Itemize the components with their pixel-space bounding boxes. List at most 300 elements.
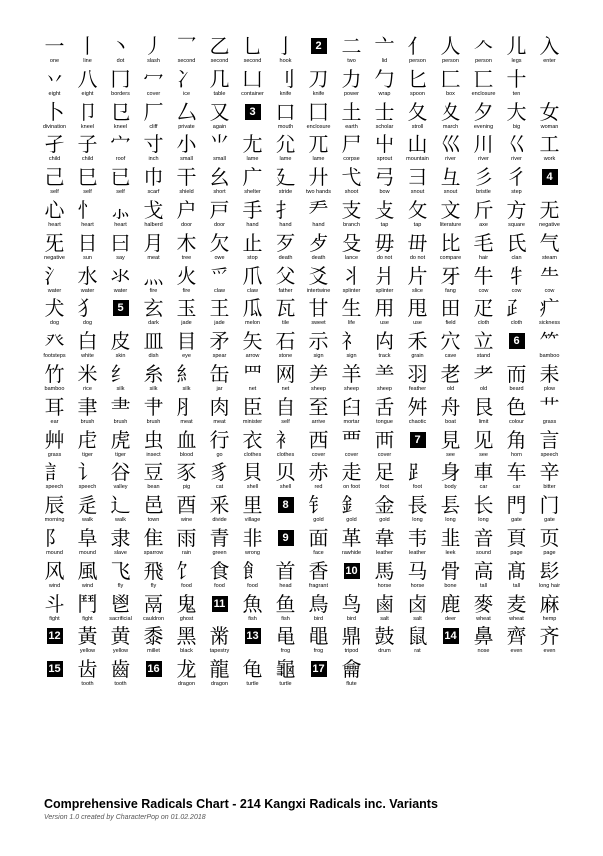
radical-meaning: long xyxy=(412,517,423,524)
radical-meaning: sound xyxy=(476,549,491,556)
radical-meaning: car xyxy=(479,484,488,491)
radical-glyph: 面 xyxy=(308,525,329,550)
radical-glyph: 斤 xyxy=(473,197,494,222)
radical-glyph: 言 xyxy=(539,427,560,452)
radical-glyph: 衣 xyxy=(242,427,263,452)
radical-cell xyxy=(335,362,368,395)
radical-glyph: 士 xyxy=(374,99,395,124)
radical-cell xyxy=(137,231,170,264)
radical-cell xyxy=(203,460,236,493)
radical-meaning: meat xyxy=(180,418,193,425)
radical-cell xyxy=(500,198,533,231)
radical-glyph: 釒 xyxy=(341,493,362,518)
radical-cell xyxy=(137,329,170,362)
radical-cell xyxy=(401,67,434,100)
radical-cell xyxy=(335,296,368,329)
radical-meaning: divination xyxy=(42,123,67,130)
radical-glyph: 鱼 xyxy=(275,591,296,616)
radical-glyph: 饣 xyxy=(176,558,197,583)
radical-glyph: 舟 xyxy=(440,394,461,419)
radical-glyph: 屮 xyxy=(374,132,395,157)
radical-cell xyxy=(170,460,203,493)
radical-glyph: 灬 xyxy=(143,263,164,288)
radical-cell xyxy=(269,132,302,165)
radical-glyph: 工 xyxy=(539,132,560,157)
radical-cell xyxy=(500,264,533,297)
radical-glyph: 癶 xyxy=(44,329,65,354)
radical-meaning: brush xyxy=(80,418,95,425)
radical-glyph: ⺧ xyxy=(539,263,560,288)
radical-meaning: lame xyxy=(246,156,259,163)
radical-cell xyxy=(533,395,566,428)
radical-meaning: wheat xyxy=(509,615,524,622)
radical-meaning: river xyxy=(478,156,489,163)
radical-glyph: 页 xyxy=(539,525,560,550)
radical-row xyxy=(38,165,566,198)
radical-cell xyxy=(71,362,104,395)
radical-cell xyxy=(104,198,137,231)
radical-cell xyxy=(434,395,467,428)
radical-cell xyxy=(500,34,533,67)
radical-meaning: roof xyxy=(115,156,126,163)
radical-meaning: fire xyxy=(149,287,158,294)
radical-glyph: 鹵 xyxy=(374,591,395,616)
radical-cell xyxy=(236,657,269,690)
radical-cell xyxy=(137,34,170,67)
radical-glyph: 卩 xyxy=(77,99,98,124)
radical-glyph: 爻 xyxy=(308,263,329,288)
radical-glyph: 食 xyxy=(209,558,230,583)
radical-glyph: 儿 xyxy=(506,34,527,58)
radical-meaning: net xyxy=(281,385,290,392)
stroke-count-badge: 4 xyxy=(542,169,558,185)
radical-meaning: enclosure xyxy=(306,123,331,130)
radical-glyph: 鳥 xyxy=(308,591,329,616)
radical-cell xyxy=(401,493,434,526)
radical-cell xyxy=(269,460,302,493)
radical-meaning: owe xyxy=(214,254,225,261)
radical-cell xyxy=(137,526,170,559)
radical-meaning: water xyxy=(47,287,62,294)
radical-meaning: deer xyxy=(444,615,456,622)
radical-meaning: food xyxy=(247,582,258,589)
radical-glyph: 里 xyxy=(242,493,263,518)
radical-cell xyxy=(71,132,104,165)
radical-meaning: beard xyxy=(509,385,524,392)
radical-glyph: 勹 xyxy=(374,66,395,91)
radical-cell xyxy=(269,231,302,264)
radical-meaning: mortar xyxy=(343,418,360,425)
radical-glyph: 夂 xyxy=(407,99,428,124)
radical-meaning: bone xyxy=(444,582,457,589)
radical-glyph: 黹 xyxy=(209,624,230,649)
radical-glyph: 血 xyxy=(176,427,197,452)
radical-glyph: 力 xyxy=(341,66,362,91)
radical-meaning: axe xyxy=(479,221,488,228)
radical-glyph: 衤 xyxy=(275,427,296,452)
radical-meaning: walk xyxy=(114,517,126,524)
radical-cell xyxy=(203,132,236,165)
radical-glyph: 弓 xyxy=(374,165,395,190)
radical-cell xyxy=(269,296,302,329)
radical-cell xyxy=(302,198,335,231)
radical-meaning: even xyxy=(543,648,556,655)
radical-meaning: see xyxy=(479,451,488,458)
radical-meaning: speech xyxy=(540,451,559,458)
radical-cell xyxy=(401,231,434,264)
radical-row xyxy=(38,296,566,329)
radical-meaning: spear xyxy=(212,353,227,360)
radical-glyph: 孑 xyxy=(44,132,65,157)
radical-meaning: clothes xyxy=(276,451,295,458)
radical-cell xyxy=(302,165,335,198)
radical-cell xyxy=(170,559,203,592)
radical-glyph: 忄 xyxy=(77,197,98,222)
radical-meaning: cover xyxy=(311,451,326,458)
radical-cell xyxy=(401,362,434,395)
radical-glyph: 兀 xyxy=(308,132,329,157)
radical-cell xyxy=(137,460,170,493)
radical-meaning: tall xyxy=(479,582,488,589)
radical-cell xyxy=(203,165,236,198)
radical-meaning: self xyxy=(83,189,92,196)
radical-cell xyxy=(533,34,566,67)
radical-cell xyxy=(533,296,566,329)
radical-glyph: 阝 xyxy=(44,525,65,550)
radical-glyph: 爪 xyxy=(242,263,263,288)
radical-glyph: 土 xyxy=(341,99,362,124)
radical-glyph: 而 xyxy=(506,361,527,386)
radical-glyph: 田 xyxy=(440,296,461,321)
radical-glyph: 又 xyxy=(209,99,230,124)
radical-glyph: 虍 xyxy=(77,427,98,452)
radical-cell xyxy=(335,592,368,625)
radical-meaning: salt xyxy=(413,615,422,622)
radical-glyph: 耂 xyxy=(473,361,494,386)
radical-glyph: 音 xyxy=(473,525,494,550)
radical-row xyxy=(38,526,566,559)
radical-cell xyxy=(269,657,302,690)
radical-cell xyxy=(467,395,500,428)
radical-glyph: 玉 xyxy=(176,296,197,321)
radical-cell xyxy=(434,428,467,461)
radical-glyph: 飛 xyxy=(143,558,164,583)
radical-glyph: 馬 xyxy=(374,558,395,583)
radical-meaning: two hands xyxy=(305,189,332,196)
radical-glyph: ⺗ xyxy=(110,197,131,222)
radical-row xyxy=(38,100,566,133)
radical-meaning: rice xyxy=(83,385,92,392)
radical-meaning: leather xyxy=(376,549,393,556)
radical-row xyxy=(38,559,566,592)
radical-meaning: container xyxy=(241,90,264,97)
radical-meaning: blood xyxy=(179,451,194,458)
radical-meaning: tooth xyxy=(81,681,94,688)
radical-meaning: food xyxy=(214,582,225,589)
radical-glyph: 示 xyxy=(308,329,329,354)
radical-meaning: door xyxy=(213,221,225,228)
radical-glyph: 刀 xyxy=(308,66,329,91)
radical-meaning: wheat xyxy=(476,615,491,622)
radical-cell xyxy=(368,34,401,67)
radical-cell xyxy=(500,592,533,625)
stroke-count-cell xyxy=(38,624,71,657)
stroke-count-badge: 9 xyxy=(278,530,294,546)
radical-meaning: frog xyxy=(280,648,291,655)
radical-meaning: yellow xyxy=(112,648,129,655)
radical-glyph: 夊 xyxy=(440,99,461,124)
radical-meaning: walk xyxy=(81,517,93,524)
radical-meaning: melon xyxy=(245,320,260,327)
radical-meaning: self xyxy=(281,418,290,425)
radical-glyph: 廴 xyxy=(275,165,296,190)
radical-meaning: death xyxy=(278,254,293,261)
radical-meaning: life xyxy=(347,320,356,327)
radical-cell xyxy=(236,296,269,329)
radical-meaning: step xyxy=(511,189,522,196)
radical-meaning: rat xyxy=(414,648,421,655)
radical-glyph: 丬 xyxy=(341,263,362,288)
radical-cell xyxy=(533,526,566,559)
radical-cell xyxy=(170,231,203,264)
radical-meaning: tripod xyxy=(344,648,359,655)
radical-glyph: 石 xyxy=(275,329,296,354)
radical-meaning: old xyxy=(479,385,488,392)
radical-row xyxy=(38,428,566,461)
stroke-count-badge: 2 xyxy=(311,38,327,54)
radical-glyph: 片 xyxy=(407,263,428,288)
radical-cell xyxy=(533,559,566,592)
radical-glyph: 戈 xyxy=(143,197,164,222)
radical-glyph: 身 xyxy=(440,460,461,485)
radical-glyph: 角 xyxy=(506,427,527,452)
radical-glyph: 亻 xyxy=(407,34,428,58)
radical-cell xyxy=(401,34,434,67)
radical-glyph: 黄 xyxy=(110,624,131,649)
radical-meaning: dish xyxy=(148,353,159,360)
radical-cell xyxy=(467,198,500,231)
radical-row xyxy=(38,264,566,297)
stroke-count-badge: 16 xyxy=(147,663,160,676)
radical-glyph: 竹 xyxy=(44,361,65,386)
radical-cell xyxy=(467,67,500,100)
radical-glyph: 乚 xyxy=(242,34,263,58)
radical-cell xyxy=(368,165,401,198)
radical-cell xyxy=(170,395,203,428)
radical-cell xyxy=(401,624,434,657)
radical-cell xyxy=(467,296,500,329)
radical-glyph: 金 xyxy=(374,493,395,518)
radical-cell xyxy=(500,67,533,100)
radical-glyph: 糹 xyxy=(176,361,197,386)
radical-meaning: skin xyxy=(115,353,126,360)
radical-glyph: 巾 xyxy=(143,165,164,190)
stroke-count-cell xyxy=(236,624,269,657)
radical-glyph: 方 xyxy=(506,197,527,222)
radical-cell xyxy=(71,559,104,592)
radical-glyph: 阜 xyxy=(77,525,98,550)
radical-glyph: 龠 xyxy=(341,657,362,682)
radical-meaning: drum xyxy=(378,648,391,655)
radical-cell xyxy=(533,198,566,231)
radical-glyph: 一 xyxy=(44,34,65,58)
radical-cell xyxy=(104,165,137,198)
radical-glyph: 齒 xyxy=(110,657,131,682)
radical-glyph: 色 xyxy=(506,394,527,419)
radical-meaning: slave xyxy=(114,549,127,556)
radical-cell xyxy=(104,132,137,165)
radical-cell xyxy=(302,132,335,165)
radical-meaning: wind xyxy=(81,582,94,589)
stroke-count-cell xyxy=(236,100,269,133)
radical-meaning: feather xyxy=(408,385,427,392)
radical-glyph: 火 xyxy=(176,263,197,288)
radical-glyph: 辛 xyxy=(539,460,560,485)
radical-glyph: 丿 xyxy=(143,34,164,58)
radical-meaning: limit xyxy=(478,418,489,425)
radical-cell xyxy=(434,460,467,493)
radical-meaning: child xyxy=(48,156,61,163)
radical-meaning: wine xyxy=(180,517,193,524)
radical-glyph: 冖 xyxy=(143,66,164,91)
radical-row xyxy=(38,34,566,67)
radical-cell xyxy=(302,624,335,657)
radical-meaning: red xyxy=(314,484,323,491)
radical-meaning: sign xyxy=(346,353,357,360)
radical-meaning: hand xyxy=(279,221,292,228)
radical-cell xyxy=(269,592,302,625)
radical-cell xyxy=(104,264,137,297)
radical-meaning: gold xyxy=(313,517,324,524)
radical-meaning: heart xyxy=(114,221,127,228)
radical-cell xyxy=(104,231,137,264)
radical-glyph: 𠆢 xyxy=(473,34,494,58)
stroke-count-badge: 15 xyxy=(48,663,61,676)
radical-cell xyxy=(170,624,203,657)
radical-meaning: person xyxy=(475,58,492,64)
radical-meaning: cow xyxy=(511,287,522,294)
radical-meaning: river xyxy=(511,156,522,163)
radical-cell xyxy=(203,493,236,526)
radical-cell xyxy=(71,296,104,329)
radical-meaning: spoon xyxy=(410,90,425,97)
radical-meaning: bird xyxy=(313,615,324,622)
radical-glyph: 巳 xyxy=(77,165,98,190)
radical-cell xyxy=(401,198,434,231)
radical-cell xyxy=(104,67,137,100)
radical-glyph: 豆 xyxy=(143,460,164,485)
radical-glyph: 冂 xyxy=(110,66,131,91)
radical-meaning: grass xyxy=(47,451,62,458)
radical-meaning: colour xyxy=(509,418,524,425)
radical-cell xyxy=(467,362,500,395)
radical-cell xyxy=(38,526,71,559)
radical-cell xyxy=(71,329,104,362)
radical-meaning: mouth xyxy=(277,123,294,130)
radical-cell xyxy=(434,198,467,231)
radical-glyph: 黑 xyxy=(176,624,197,649)
radical-cell xyxy=(269,67,302,100)
stroke-count-cell xyxy=(269,493,302,526)
radical-glyph: 禸 xyxy=(374,329,395,354)
radical-glyph: 皿 xyxy=(143,329,164,354)
radical-cell xyxy=(335,657,368,690)
radical-meaning: jar xyxy=(216,385,223,392)
chart-title: Comprehensive Radicals Chart - 214 Kangxi Radicals inc. Variants xyxy=(44,797,438,811)
radical-meaning: grain xyxy=(411,353,424,360)
radical-cell xyxy=(335,460,368,493)
radical-glyph: 走 xyxy=(341,460,362,485)
radical-meaning: silk xyxy=(182,385,191,392)
radical-glyph: 卜 xyxy=(44,99,65,124)
radical-cell xyxy=(302,329,335,362)
radical-glyph: 足 xyxy=(374,460,395,485)
radical-meaning: even xyxy=(510,648,523,655)
radical-meaning: gold xyxy=(346,517,357,524)
radical-glyph: 凵 xyxy=(242,66,263,91)
radical-cell xyxy=(467,624,500,657)
radical-glyph: 雨 xyxy=(176,525,197,550)
radical-meaning: compare xyxy=(439,254,462,261)
radical-meaning: cliff xyxy=(149,123,158,130)
radical-glyph: 殳 xyxy=(341,230,362,255)
radical-cell xyxy=(302,100,335,133)
radical-glyph: 鸟 xyxy=(341,591,362,616)
radical-meaning: long hair xyxy=(538,582,561,589)
radical-cell xyxy=(467,132,500,165)
radical-glyph: 川 xyxy=(473,132,494,157)
radical-meaning: page xyxy=(510,549,523,556)
radical-cell xyxy=(170,329,203,362)
radical-cell xyxy=(170,132,203,165)
radical-cell xyxy=(434,67,467,100)
radical-glyph: 丶 xyxy=(110,34,131,58)
radical-meaning: tiger xyxy=(82,451,93,458)
radical-cell xyxy=(236,395,269,428)
radical-meaning: knife xyxy=(279,90,292,97)
radical-glyph: 鬲 xyxy=(143,591,164,616)
radical-cell xyxy=(269,428,302,461)
radical-meaning: second xyxy=(210,58,229,64)
radical-cell xyxy=(335,34,368,67)
radical-meaning: rawhide xyxy=(341,549,362,556)
radical-cell xyxy=(335,165,368,198)
radical-meaning: mound xyxy=(46,549,63,556)
radical-cell xyxy=(269,395,302,428)
radical-cell xyxy=(500,460,533,493)
radical-meaning: stone xyxy=(278,353,293,360)
radical-meaning: snout xyxy=(410,189,425,196)
radical-meaning: clothes xyxy=(243,451,262,458)
radical-meaning: long xyxy=(445,517,456,524)
radical-glyph: 已 xyxy=(110,165,131,190)
radical-meaning: cover xyxy=(344,451,359,458)
radical-cell xyxy=(38,329,71,362)
radical-glyph: 酉 xyxy=(176,493,197,518)
radical-cell xyxy=(269,100,302,133)
radical-meaning: stride xyxy=(278,189,293,196)
radical-meaning: steam xyxy=(542,254,557,261)
radical-glyph: 夕 xyxy=(473,99,494,124)
radical-cell xyxy=(434,493,467,526)
radical-glyph: 穴 xyxy=(440,329,461,354)
radical-glyph: 门 xyxy=(539,493,560,518)
radical-glyph: 肉 xyxy=(209,394,230,419)
radical-glyph: 黾 xyxy=(275,624,296,649)
radical-glyph: 无 xyxy=(539,197,560,222)
radical-cell xyxy=(137,165,170,198)
radical-glyph: 骨 xyxy=(440,558,461,583)
